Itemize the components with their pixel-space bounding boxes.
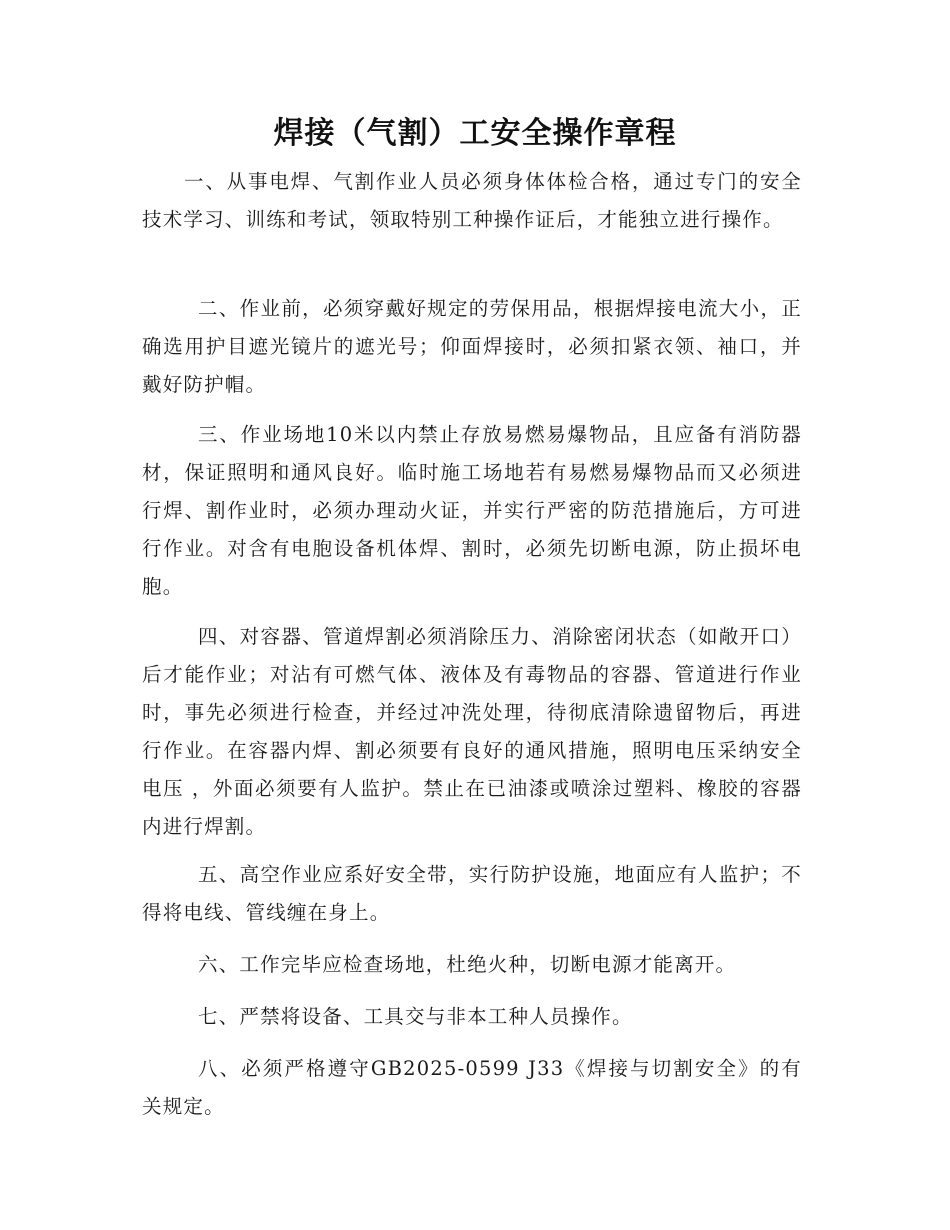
paragraph-8: 八、必须严格遵守GB2025-0599 J33《焊接与切割安全》的有关规定。 [142, 1057, 802, 1118]
paragraph-1: 一、从事电焊、气割作业人员必须身体体检合格，通过专门的安全技术学习、训练和考试，领取特别工种操作证后，才能独立进行操作。 [142, 170, 802, 231]
paragraph-4: 四、对容器、管道焊割必须消除压力、消除密闭状态（如敞开口）后才能作业；对沾有可燃气体、液体及有毒物品的容器、管道进行作业时，事先必须进行检查，并经过冲洗处理，待彻底清除遗留物后，再进行作业。在容器内焊、割必须要有良好的通风措施，照明电压采纳安全电压 ，外面必须要有人监护。禁止在已油漆或喷涂过塑料、橡胶的容器内进行焊割。 [142, 625, 802, 838]
paragraph-2: 二、作业前，必须穿戴好规定的劳保用品，根据焊接电流大小，正确选用护目遮光镜片的遮光号；仰面焊接时，必须扣紧衣领、袖口，并戴好防护帽。 [142, 297, 802, 396]
page-title: 焊接（气割）工安全操作章程 [273, 116, 677, 151]
paragraph-6: 六、工作完毕应检查场地，杜绝火种，切断电源才能离开。 [198, 953, 737, 976]
paragraph-7: 七、严禁将设备、工具交与非本工种人员操作。 [198, 1005, 633, 1028]
paragraph-3: 三、作业场地10米以内禁止存放易燃易爆物品，且应备有消防器材，保证照明和通风良好。临时施工场地若有易燃易爆物品而又必须进行焊、割作业时，必须办理动火证，并实行严密的防范措施后，方可进行作业。对含有电胞设备机体焊、割时，必须先切断电源，防止损坏电胞。 [142, 423, 802, 598]
paragraph-5: 五、高空作业应系好安全带，实行防护设施，地面应有人监护；不得将电线、管线缠在身上。 [142, 863, 802, 924]
